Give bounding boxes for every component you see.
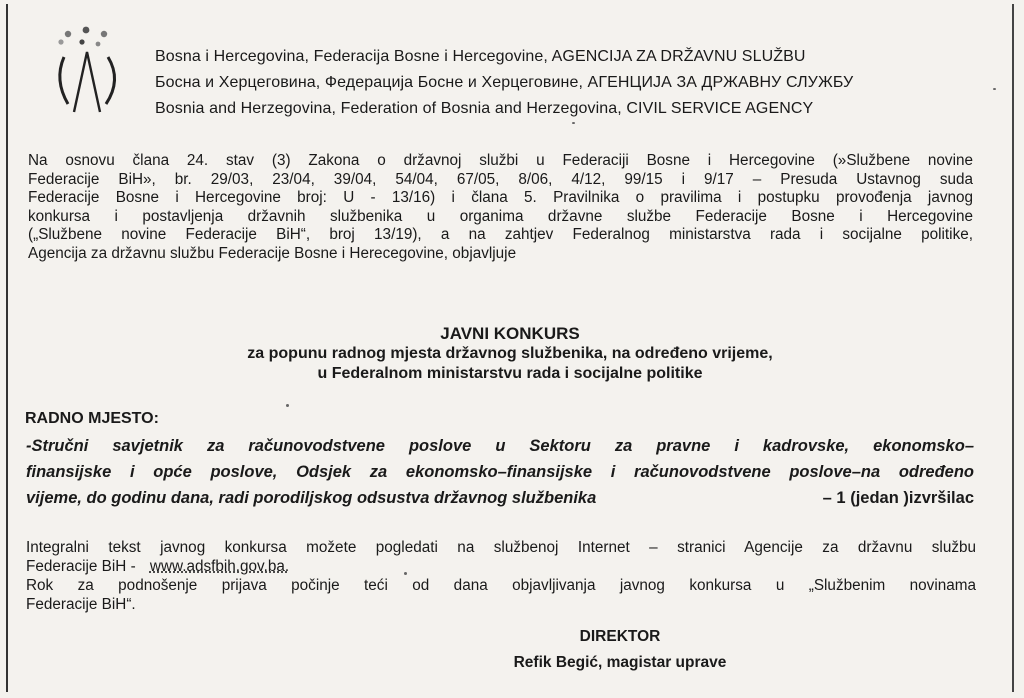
print-speck xyxy=(572,122,575,124)
position-count: – 1 (jedan )izvršilac xyxy=(822,489,974,507)
closing-paragraph xyxy=(26,538,976,614)
website-link[interactable]: www.adsfbih.gov.ba. xyxy=(149,558,290,575)
header-line-english: Bosnia and Herzegovina, Federation of Bosnia and Herzegovina, CIVIL SERVICE AGENCY xyxy=(155,100,814,117)
print-speck xyxy=(286,404,289,407)
agency-header xyxy=(155,44,853,122)
closing-text: Federacije BiH - xyxy=(26,558,136,575)
title-main: JAVNI KONKURS xyxy=(440,324,580,343)
intro-line: Federacije BiH», br. 29/03, 23/04, 39/04, 54/04, 67/05, 8/06, 4/12, 99/15 i 9/17 – Presuda Ustavnog suda xyxy=(28,170,973,188)
closing-line: Rok za podnošenje prijava počinje teći od dana objavljivanja javnog konkursa u „Službenim novinama xyxy=(26,577,976,594)
intro-line: konkursa i postavljenja državnih službenika u organima državne službe Federacije Bosne i Hercegovine xyxy=(28,207,973,225)
signature-title: DIREKTOR xyxy=(579,628,661,645)
intro-line: („Službene novine Federacije BiH“, broj 13/19), a na zahtjev Federalnog ministarstva rada i socijalne politike, xyxy=(28,226,973,243)
announcement-title xyxy=(170,324,850,384)
header-line-cyrillic: Босна и Херцеговина, Федерација Босне и Херцеговине, АГЕНЦИЈА ЗА ДРЖАВНУ СЛУЖБУ xyxy=(155,74,854,91)
position-line: finansijske i opće poslove, Odsjek za ekonomsko–finansijske i računovodstvene poslove–na određeno xyxy=(26,463,974,481)
intro-paragraph xyxy=(28,152,973,263)
position-heading: RADNO MJESTO: xyxy=(25,410,159,427)
intro-line: Federacije Bosne i Hercegovine broj: U - 13/16) i člana 5. Pravilnika o pravilima i postupku provođenja javnog xyxy=(28,189,973,206)
agency-logo-icon xyxy=(46,22,136,122)
header-line-bosnian: Bosna i Hercegovina, Federacija Bosne i Hercegovine, AGENCIJA ZA DRŽAVNU SLUŽBU xyxy=(155,48,806,65)
print-speck xyxy=(993,88,996,90)
intro-line: Agencija za državnu službu Federacije Bosne i Herecegovine, objavljuje xyxy=(28,244,517,262)
print-speck xyxy=(404,572,407,575)
position-line: vijeme, do godinu dana, radi porodiljskog odsustva državnog službenika xyxy=(26,489,597,507)
closing-line xyxy=(26,557,976,576)
position-description xyxy=(26,433,974,511)
closing-line: Federacije BiH“. xyxy=(26,596,136,613)
title-subtitle: za popunu radnog mjesta državnog službenika, na određeno vrijeme, xyxy=(247,345,773,362)
position-line: -Stručni savjetnik za računovodstvene poslove u Sektoru za pravne i kadrovske, ekonomsko– xyxy=(26,437,974,455)
intro-line: Na osnovu člana 24. stav (3) Zakona o državnoj službi u Federaciji Bosne i Hercegovine (»Službene novine xyxy=(28,152,973,169)
closing-line: Integralni tekst javnog konkursa možete pogledati na službenoj Internet – stranici Agencije za državnu službu xyxy=(26,539,976,556)
signature-block xyxy=(470,624,770,676)
signature-name: Refik Begić, magistar uprave xyxy=(513,654,727,671)
title-subtitle: u Federalnom ministarstvu rada i socijalne politike xyxy=(317,365,703,382)
